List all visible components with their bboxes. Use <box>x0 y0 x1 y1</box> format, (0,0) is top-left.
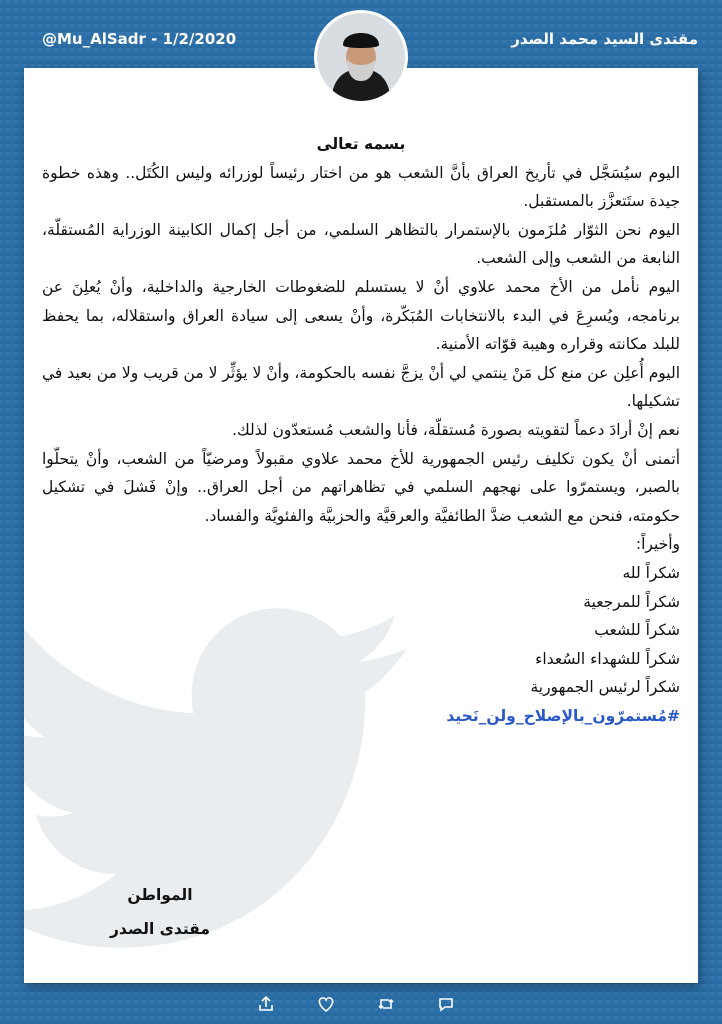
tweet-actions <box>256 992 456 1016</box>
paragraph-1: اليوم سيُسَجَّل في تأريخ العراق بأنَّ الشعب هو من اختار رئيساً لوزرائه وليس الكُتَل.. وهذه خطوة جيدة ستَتعزَّز بالمستقبل. <box>42 163 680 211</box>
paragraph-6: أتمنى أنْ يكون تكليف رئيس الجمهورية للأخ محمد علاوي مقبولاً ومرضيّاً من الشعب، وأنْ يتحلّوا بالصبر، ويستمرّوا على نهجهم السلمي في تظاهراتهم من أجل العراق.. وإنْ فَشلَ في تشكيل حكومته، فنحن مع الشعب ضدَّ الطائفيَّة والعرقيَّة والحزبيَّة والفئويَّة والفساد. <box>42 449 680 525</box>
signature <box>110 878 210 946</box>
share-icon[interactable] <box>256 994 276 1014</box>
avatar[interactable] <box>314 10 408 104</box>
thanks-line: شكراً لرئيس الجمهورية <box>530 678 680 697</box>
like-icon[interactable] <box>316 994 336 1014</box>
thanks-line: شكراً للشعب <box>594 621 680 640</box>
signature-line-2: مقتدى الصدر <box>110 920 210 938</box>
paragraph-5: نعم إنْ أرادَ دعماً لتقويته بصورة مُستقلّة، فأنا والشعب مُستعدّون لذلك. <box>232 420 680 439</box>
paragraph-3: اليوم نأمل من الأخ محمد علاوي أنْ لا يستسلم للضغوطات الخارجية والداخلية، وأنْ يُعلِنَ عن برنامجه، ويُسرِعَ في البدء بالانتخابات المُبَكّرة، وأنْ يسعى إلى سيادة العراق واستقلاله، بما يحفظ للبلد مكانته وقراره وهيبة قوّاته الأمنية. <box>42 277 680 354</box>
statement-title: بسمه تعالى <box>316 135 406 153</box>
author-name[interactable]: مقتدى السيد محمد الصدر <box>511 30 698 48</box>
statement-body <box>42 130 680 730</box>
avatar-portrait-icon <box>317 13 405 101</box>
statement-card <box>24 68 698 983</box>
hashtag-link[interactable]: #مُستمرّون_بالإصلاح_ولن_نَحيد <box>446 706 680 725</box>
thanks-line: شكراً لله <box>622 563 680 582</box>
paragraph-4: اليوم أُعلِن عن منع كل مَنْ ينتمي لي أنْ يزجَّ نفسه بالحكومة، وأنْ لا يؤثِّر لا من قريب ولا من بعيد في تشكيلها. <box>42 363 680 411</box>
thanks-line: شكراً للشهداء السُعداء <box>535 649 680 668</box>
reply-icon[interactable] <box>436 994 456 1014</box>
closing-intro: وأخيراً: <box>635 535 680 554</box>
thanks-line: شكراً للمرجعية <box>583 592 680 611</box>
signature-line-1: المواطن <box>127 886 193 904</box>
retweet-icon[interactable] <box>376 994 396 1014</box>
paragraph-2: اليوم نحن الثوّار مُلزَمون بالإستمرار بالتظاهر السلمي، من أجل إكمال الكابينة الوزراية المُستقلّة، النابعة من الشعب وإلى الشعب. <box>42 220 680 268</box>
author-handle-date[interactable]: @Mu_AlSadr - 1/2/2020 <box>42 30 237 48</box>
